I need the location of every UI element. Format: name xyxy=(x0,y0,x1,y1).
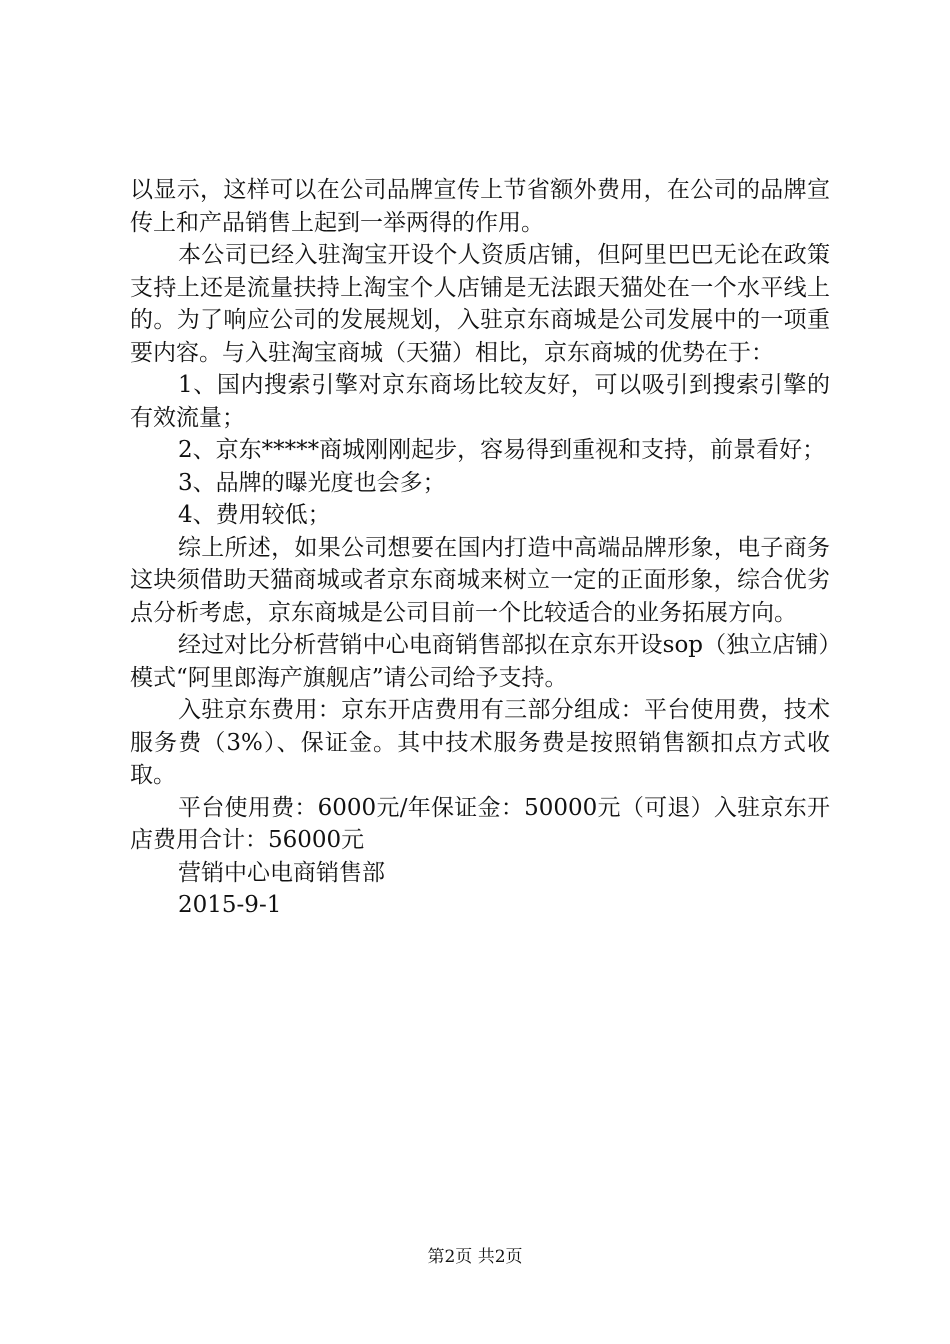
page-number-footer: 第2页 共2页 xyxy=(427,1247,523,1267)
paragraph-taobao-comparison: 本公司已经入驻淘宝开设个人资质店铺，但阿里巴巴无论在政策支持上还是流量扶持上淘宝个人店铺是无法跟天猫处在一个水平线上的。为了响应公司的发展规划，入驻京东商城是公司发展中的一项重要内容。与入驻淘宝商城（天猫）相比，京东商城的优势在于： xyxy=(130,242,830,366)
list-item-brand-exposure: 3、品牌的曝光度也会多； xyxy=(178,469,446,496)
signature-department: 营销中心电商销售部 xyxy=(178,859,385,886)
paragraph-store-request: 经过对比分析营销中心电商销售部拟在京东开设sop（独立店铺）模式“阿里郎海产旗舰店”请公司给予支持。 xyxy=(130,632,830,691)
signature-date: 2015-9-1 xyxy=(178,892,282,918)
list-item-search-engine: 1、国内搜索引擎对京东商场比较友好，可以吸引到搜索引擎的有效流量； xyxy=(130,372,830,431)
document-body xyxy=(130,174,830,922)
list-item-new-mall: 2、京东*****商城刚刚起步，容易得到重视和支持，前景看好； xyxy=(178,437,826,463)
list-item-low-cost: 4、费用较低； xyxy=(178,502,331,528)
paragraph-fee-amounts: 平台使用费：6000元/年保证金：50000元（可退）入驻京东开店费用合计：56000元 xyxy=(130,794,830,853)
paragraph-brand-promotion: 以显示，这样可以在公司品牌宣传上节省额外费用，在公司的品牌宣传上和产品销售上起到一举两得的作用。 xyxy=(130,177,830,236)
paragraph-conclusion: 综上所述，如果公司想要在国内打造中高端品牌形象，电子商务这块须借助天猫商城或者京东商城来树立一定的正面形象，综合优劣点分析考虑，京东商城是公司目前一个比较适合的业务拓展方向。 xyxy=(130,534,830,626)
paragraph-fee-structure: 入驻京东费用：京东开店费用有三部分组成：平台使用费，技术服务费（3%）、保证金。其中技术服务费是按照销售额扣点方式收取。 xyxy=(130,697,830,788)
